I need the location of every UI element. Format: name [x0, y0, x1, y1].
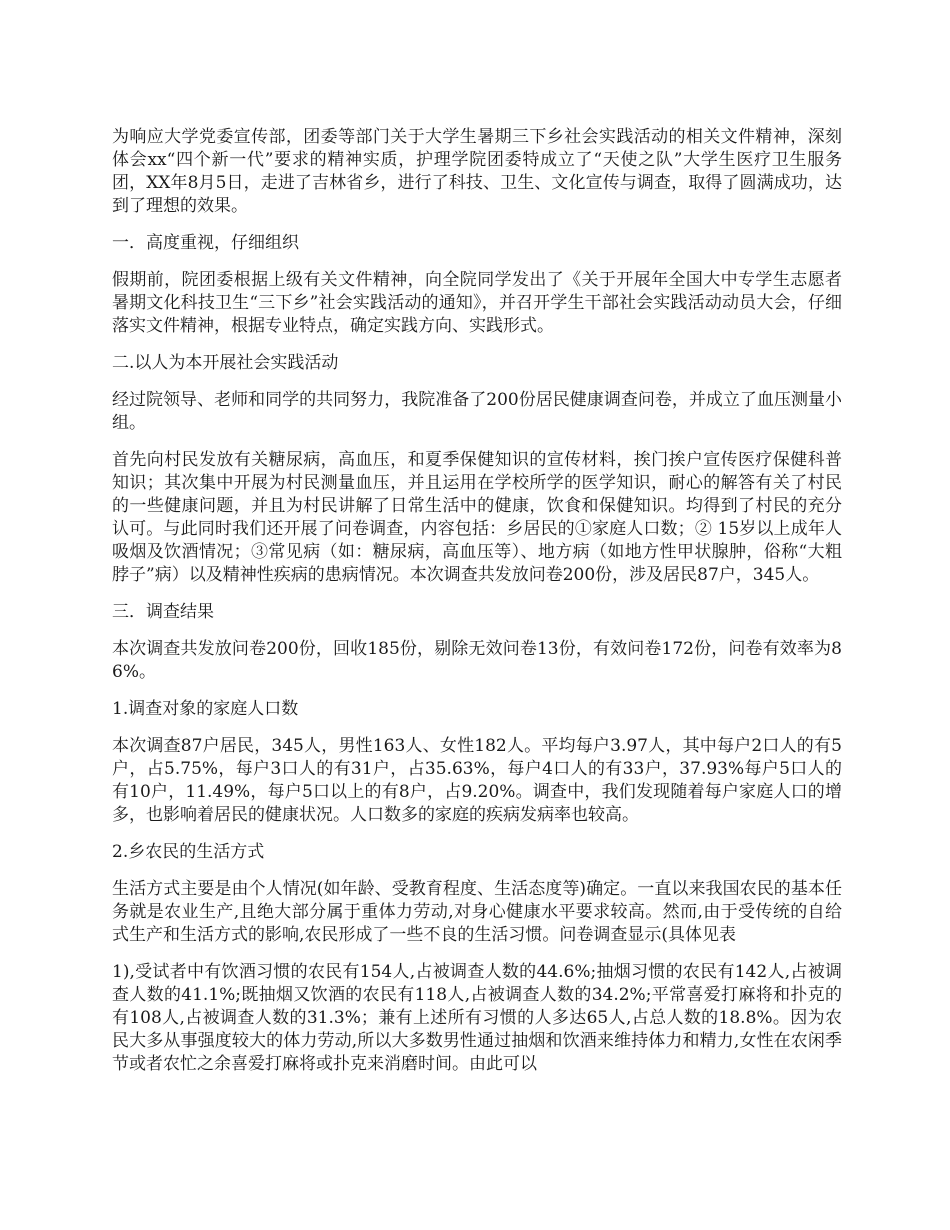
subsection-2-paragraph-2: 1),受试者中有饮酒习惯的农民有154人,占被调查人数的44.6%;抽烟习惯的农民有142人,占被调查人数的41.1%;既抽烟又饮酒的农民有118人,占被调查人数的34.2%;平常喜爱打麻将和扑克的有108人,占被调查人数的31.3%；兼有上述所有习惯的人多达65人,占总人数的18.8%。因为农民大多从事强度较大的体力劳动,所以大多数男性通过抽烟和饮酒来维持体力和精力,女性在农闲季节或者农忙之余喜爱打麻将或扑克来消磨时间。由此可以 — [112, 962, 842, 1074]
section-3-paragraph: 本次调查共发放问卷200份，回收185份，剔除无效问卷13份，有效问卷172份，问卷有效率为86%。 — [112, 639, 842, 682]
intro-paragraph: 为响应大学党委宣传部，团委等部门关于大学生暑期三下乡社会实践活动的相关文件精神，深刻体会xx“四个新一代”要求的精神实质，护理学院团委特成立了“天使之队”大学生医疗卫生服务团，XX年8月5日，走进了吉林省乡，进行了科技、卫生、文化宣传与调查，取得了圆满成功，达到了理想的效果。 — [112, 127, 842, 216]
section-1-paragraph: 假期前，院团委根据上级有关文件精神，向全院同学发出了《关于开展年全国大中专学生志愿者暑期文化科技卫生“三下乡”社会实践活动的通知》，并召开学生干部社会实践活动动员大会，仔细落实文件精神，根据专业特点，确定实践方向、实践形式。 — [112, 270, 842, 336]
section-2-paragraph-1: 经过院领导、老师和同学的共同努力，我院准备了200份居民健康调查问卷，并成立了血压测量小组。 — [112, 390, 842, 433]
subsection-2-paragraph-1: 生活方式主要是由个人情况(如年龄、受教育程度、生活态度等)确定。一直以来我国农民的基本任务就是农业生产,且绝大部分属于重体力劳动,对身心健康水平要求较高。然而,由于受传统的自给式生产和生活方式的影响,农民形成了一些不良的生活习惯。问卷调查显示(具体见表 — [112, 879, 842, 945]
section-2-paragraph-2: 首先向村民发放有关糖尿病，高血压，和夏季保健知识的宣传材料，挨门挨户宣传医疗保健科普知识；其次集中开展为村民测量血压，并且运用在学校所学的医学知识，耐心的解答有关了村民的一些健康问题，并且为村民讲解了日常生活中的健康，饮食和保健知识。均得到了村民的充分认可。与此同时我们还开展了问卷调查，内容包括：乡居民的①家庭人口数；② 15岁以上成年人吸烟及饮酒情况；③常见病（如：糖尿病，高血压等）、地方病（如地方性甲状腺肿，俗称“大粗脖子”病）以及精神性疾病的患病情况。本次调查共发放问卷200份，涉及居民87户，345人。 — [112, 450, 842, 585]
subsection-heading-2: 2.乡农民的生活方式 — [112, 842, 265, 862]
document-body — [112, 126, 842, 1090]
section-heading-1: 一．高度重视，仔细组织 — [112, 233, 299, 253]
subsection-1-paragraph: 本次调查87户居民，345人，男性163人、女性182人。平均每户3.97人，其中每户2口人的有5户，占5.75%，每户3口人的有31户，占35.63%，每户4口人的有33户，37.93%每户5口人的有10户，11.49%，每户5口以上的有8户，占9.20%。调查中，我们发现随着每户家庭人口的增多，也影响着居民的健康状况。人口数多的家庭的疾病发病率也较高。 — [112, 736, 842, 825]
section-heading-2: 二.以人为本开展社会实践活动 — [112, 353, 339, 373]
section-heading-3: 三．调查结果 — [112, 602, 214, 622]
subsection-heading-1: 1.调查对象的家庭人口数 — [112, 699, 299, 719]
